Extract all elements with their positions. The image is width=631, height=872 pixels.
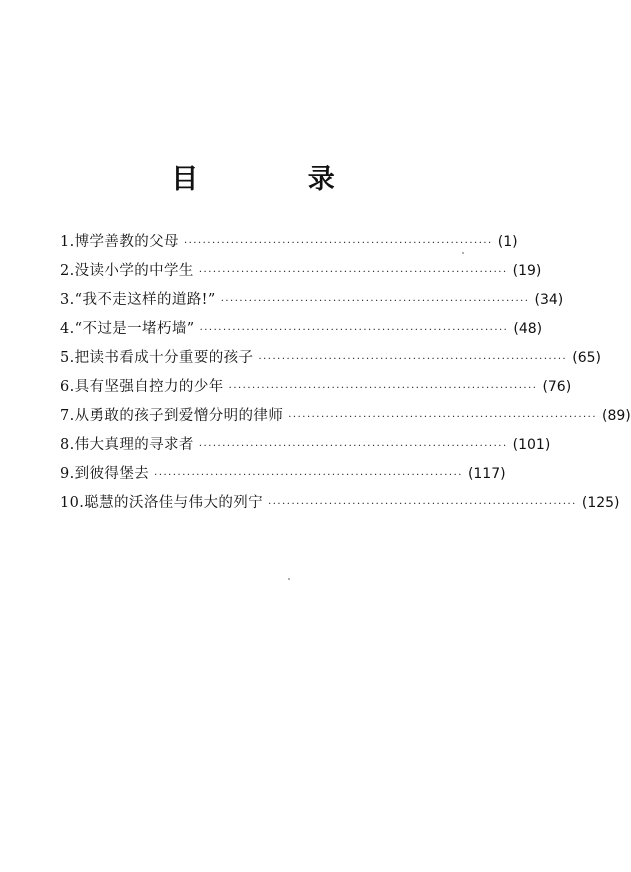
- toc-entry[interactable]: [60, 431, 551, 460]
- toc-entry-page: (19): [512, 263, 542, 279]
- page-title: 目 录: [171, 164, 385, 195]
- dot-leader: ··································································: [198, 267, 508, 278]
- toc-entry[interactable]: [60, 402, 631, 431]
- toc-entry[interactable]: [60, 460, 506, 489]
- dot-leader: ··································································: [268, 499, 577, 510]
- dot-leader: ··································································: [198, 441, 508, 452]
- dot-leader: ··································································: [183, 238, 493, 249]
- toc-entry-title: 10.聪慧的沃洛佳与伟大的列宁: [60, 495, 264, 511]
- toc-entry-title: 8.伟大真理的寻求者: [60, 437, 194, 453]
- toc-entry-page: (1): [497, 234, 518, 250]
- toc-entry[interactable]: [60, 373, 572, 402]
- toc-entry-page: (117): [467, 466, 506, 482]
- toc-entry[interactable]: [60, 344, 601, 373]
- toc-entry[interactable]: [60, 228, 518, 257]
- toc-entry-title: 4.“不过是一堵朽墙”: [60, 321, 195, 337]
- dot-leader: ··································································: [220, 296, 530, 307]
- toc-entry-page: (76): [542, 379, 572, 395]
- toc-entry[interactable]: [60, 489, 620, 518]
- toc-entry-page: (48): [513, 321, 543, 337]
- toc-entry-title: 6.具有坚强自控力的少年: [60, 379, 224, 395]
- toc-entry-page: (65): [572, 350, 601, 366]
- dot-leader: ··································································: [258, 354, 568, 365]
- toc-entry[interactable]: [60, 286, 564, 315]
- toc-entry-title: 1.博学善教的父母: [60, 234, 179, 250]
- dot-leader: ··································································: [228, 383, 538, 394]
- toc-entry-title: 2.没读小学的中学生: [60, 263, 194, 279]
- toc-entry-page: (89): [602, 408, 631, 424]
- toc-entry-title: 9.到彼得堡去: [60, 466, 150, 482]
- scan-speck: [288, 578, 290, 580]
- toc-entry-title: 5.把读书看成十分重要的孩子: [60, 350, 254, 366]
- scan-speck: [462, 252, 464, 254]
- toc-entry-page: (34): [534, 292, 564, 308]
- table-of-contents: [60, 228, 631, 518]
- toc-entry-title: 7.从勇敢的孩子到爱憎分明的律师: [60, 408, 284, 424]
- toc-entry[interactable]: [60, 315, 543, 344]
- dot-leader: ··································································: [199, 325, 509, 336]
- dot-leader: ··································································: [288, 412, 598, 423]
- toc-entry-page: (125): [581, 495, 620, 511]
- toc-entry-page: (101): [512, 437, 551, 453]
- dot-leader: ··································································: [154, 470, 463, 481]
- toc-entry-title: 3.“我不走这样的道路!”: [60, 292, 216, 308]
- toc-entry[interactable]: [60, 257, 542, 286]
